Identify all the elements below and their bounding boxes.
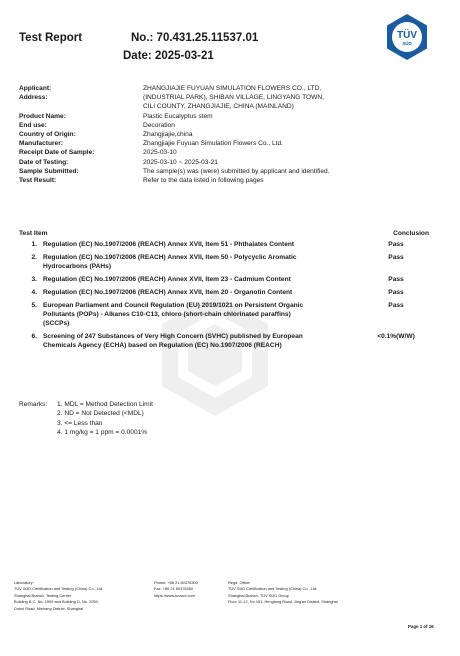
- info-row: Country of Origin: Zhangjiajie,china: [19, 131, 193, 139]
- test-item-heading: Test Item: [19, 230, 48, 237]
- tuv-sud-logo-icon: [383, 13, 431, 61]
- info-row: Product Name: Plastic Eucalyptus stem: [19, 112, 213, 120]
- test-result: Pass: [388, 276, 404, 283]
- test-result: <0.1%(W/W): [377, 333, 415, 340]
- info-row: Manufacturer: Zhangjiajie Fuyuan Simulation Flowers Co., Ltd.: [19, 140, 284, 148]
- report-title: Test Report: [19, 32, 83, 44]
- logo-text-top: TÜV: [397, 30, 417, 41]
- info-row: Applicant: ZHANGJIAJIE FUYUAN SIMULATION FLOWERS CO., LTD.: [19, 85, 322, 92]
- test-item-row: 5. European Parliament and Council Regulation (EU) 2019/1021 on Persistent Organic Pollutants (POPs) - Alkanes C10-C13, chloro (short-chain chlorinated paraffins) (SCCPs) Pass: [19, 301, 429, 328]
- test-result: Pass: [388, 254, 404, 261]
- info-row: Sample Submitted: The sample(s) was (were) submitted by applicant and identified.: [19, 167, 330, 175]
- test-items-list: [19, 240, 429, 354]
- test-items-header: [19, 230, 429, 237]
- test-item-row: 6. Screening of 247 Substances of Very High Concern (SVHC) published by European Chemicals Agency (ECHA) based on Regulation (EC) No.1907/2006 (REACH) <0.1%(W/W): [19, 332, 429, 350]
- report-info-table: [19, 84, 439, 185]
- conclusion-heading: Conclusion: [393, 230, 429, 237]
- test-item-row: 4. Regulation (EC) No.1907/2006 (REACH) Annex XVII, Item 20 - Organotin Content Pass: [19, 288, 429, 297]
- test-item-row: 1. Regulation (EC) No.1907/2006 (REACH) Annex XVII, Item 51 - Phthalates Content Pass: [19, 240, 429, 249]
- footer-contact: Phone: +86 21 60376300 Fax: +86 21 60376350 https://www.tuvsud.com: [154, 580, 198, 598]
- logo-text-bottom: SÜD: [402, 41, 412, 46]
- remarks-label: Remarks:: [19, 401, 48, 408]
- report-number: No.: 70.431.25.11537.01: [131, 32, 259, 44]
- info-row: Receipt Date of Sample: 2025-03-10: [19, 149, 177, 157]
- info-row: Test Result: Refer to the data listed in following pages: [19, 177, 264, 185]
- report-date: Date: 2025-03-21: [123, 50, 214, 62]
- info-row: CILI COUNTY, ZHANGJIAJIE, CHINA (MAINLAND): [143, 103, 294, 111]
- test-result: Pass: [388, 302, 404, 309]
- info-row: Address: (INDUSTRIAL PARK), SHIBAN VILLAGE, LINGYANG TOWN,: [19, 94, 324, 102]
- test-item-row: 2. Regulation (EC) No.1907/2006 (REACH) Annex XVII, Item 50 - Polycyclic Aromatic Hydrocarbons (PAHs) Pass: [19, 253, 429, 271]
- test-result: Pass: [388, 289, 404, 296]
- info-row: Date of Testing: 2025-03-10 ~ 2025-03-21: [19, 158, 218, 166]
- footer-laboratory: Laboratory: TÜV SÜD Certification and Testing (China) Co., Ltd. Shanghai Branch, Testing Center Building B,C, No. 1999 and Building D, No. 2059, Duhui Road, Minhang District, Shanghai: [14, 580, 104, 611]
- page-number: Page 1 of 16: [408, 624, 434, 629]
- remarks-section: Remarks: 1. MDL = Method Detection Limit 2. ND = Not Detected (<MDL) 3. <= Less than 4. 1 mg/kg = 1 ppm = 0.0001%: [19, 401, 153, 436]
- test-item-row: 3. Regulation (EC) No.1907/2006 (REACH) Annex XVII, Item 23 - Cadmium Content Pass: [19, 275, 429, 284]
- footer-regd-office: Regd. Office: TÜV SÜD Certification and Testing (China) Co., Ltd. Shanghai Branch, TÜV SÜD Group Floor 11-12, No 151, Hengtong Road, Jing'an District, Shanghai: [228, 580, 338, 605]
- info-row: End use: Decoration: [19, 121, 175, 129]
- test-result: Pass: [388, 241, 404, 248]
